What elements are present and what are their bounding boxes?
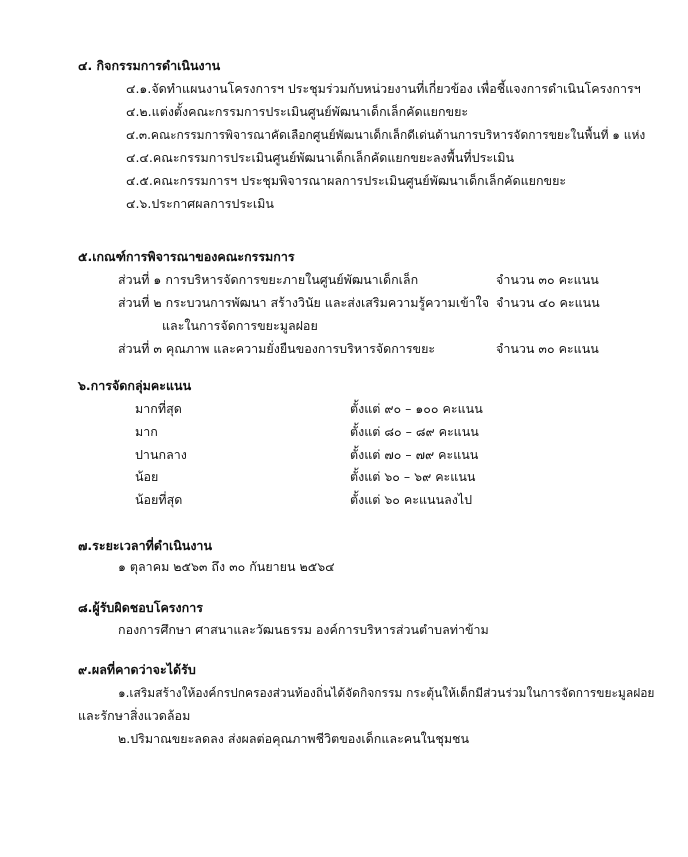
section7-text: ๑ ตุลาคม ๒๕๖๓ ถึง ๓๐ กันยายน ๒๕๖๔ [118, 559, 335, 574]
section4-heading: ๔. กิจกรรมการดำเนินงาน [78, 58, 221, 73]
section9-item-1-line-1: ๑.เสริมสร้างให้องค์กรปกครองส่วนท้องถิ่นได้จัดกิจกรรม กระตุ้นให้เด็กมีส่วนร่วมในการจัดการขยะมูลฝอย [118, 686, 655, 700]
section6-heading: ๖.การจัดกลุ่มคะแนน [78, 378, 192, 393]
section8-heading: ๘.ผู้รับผิดชอบโครงการ [78, 600, 203, 615]
score-group-level-1: มากที่สุด [135, 401, 182, 416]
score-group-range-3: ตั้งแต่ ๗๐ – ๗๙ คะแนน [350, 447, 479, 462]
section8-text: กองการศึกษา ศาสนาและวัฒนธรรม องค์การบริหารส่วนตำบลท่าข้าม [118, 622, 489, 637]
section5-part-3-score: จำนวน ๓๐ คะแนน [496, 341, 599, 356]
section5-part-2-label: ส่วนที่ ๒ กระบวนการพัฒนา สร้างวินัย และส่งเสริมความรู้ความเข้าใจ [118, 295, 490, 310]
score-group-range-1: ตั้งแต่ ๙๐ – ๑๐๐ คะแนน [350, 401, 483, 416]
section4-item-1: ๔.๑.จัดทำแผนงานโครงการฯ ประชุมร่วมกับหน่วยงานที่เกี่ยวข้อง เพื่อชี้แจงการดำเนินโครงการฯ [126, 81, 641, 96]
score-group-range-4: ตั้งแต่ ๖๐ – ๖๙ คะแนน [350, 469, 476, 484]
section9-heading: ๙.ผลที่คาดว่าจะได้รับ [78, 662, 196, 677]
score-group-level-3: ปานกลาง [135, 447, 187, 462]
section9-item-2: ๒.ปริมาณขยะลดลง ส่งผลต่อคุณภาพชีวิตของเด็กและคนในชุมชน [118, 731, 470, 746]
section5-heading: ๕.เกณฑ์การพิจารณาของคณะกรรมการ [78, 249, 295, 264]
score-group-range-5: ตั้งแต่ ๖๐ คะแนนลงไป [350, 492, 473, 507]
section5-part-1-score: จำนวน ๓๐ คะแนน [496, 272, 599, 287]
section7-heading: ๗.ระยะเวลาที่ดำเนินงาน [78, 538, 212, 553]
section5-part-1-label: ส่วนที่ ๑ การบริหารจัดการขยะภายในศูนย์พัฒนาเด็กเล็ก [118, 272, 419, 287]
score-group-range-2: ตั้งแต่ ๘๐ – ๘๙ คะแนน [350, 424, 479, 439]
section4-item-2: ๔.๒.แต่งตั้งคณะกรรมการประเมินศูนย์พัฒนาเด็กเล็กคัดแยกขยะ [126, 104, 469, 119]
section9-item-1-line-2: และรักษาสิ่งแวดล้อม [78, 708, 191, 723]
section5-part-2-score: จำนวน ๔๐ คะแนน [496, 295, 600, 310]
score-group-level-4: น้อย [135, 469, 159, 484]
section5-part-3-label: ส่วนที่ ๓ คุณภาพ และความยั่งยืนของการบริหารจัดการขยะ [118, 341, 436, 356]
section5-part-2-continuation: และในการจัดการขยะมูลฝอย [162, 318, 318, 333]
section4-item-3: ๔.๓.คณะกรรมการพิจารณาคัดเลือกศูนย์พัฒนาเด็กเล็กดีเด่นด้านการบริหารจัดการขยะในพื้นที่ ๑ แห่ง [126, 128, 646, 142]
score-group-level-2: มาก [135, 424, 158, 439]
score-group-level-5: น้อยที่สุด [135, 492, 183, 507]
section4-item-5: ๔.๕.คณะกรรมการฯ ประชุมพิจารณาผลการประเมินศูนย์พัฒนาเด็กเล็กคัดแยกขยะ [126, 173, 567, 188]
section4-item-4: ๔.๔.คณะกรรมการประเมินศูนย์พัฒนาเด็กเล็กคัดแยกขยะลงพื้นที่ประเมิน [126, 150, 515, 165]
section4-item-6: ๔.๖.ประกาศผลการประเมิน [126, 196, 274, 211]
